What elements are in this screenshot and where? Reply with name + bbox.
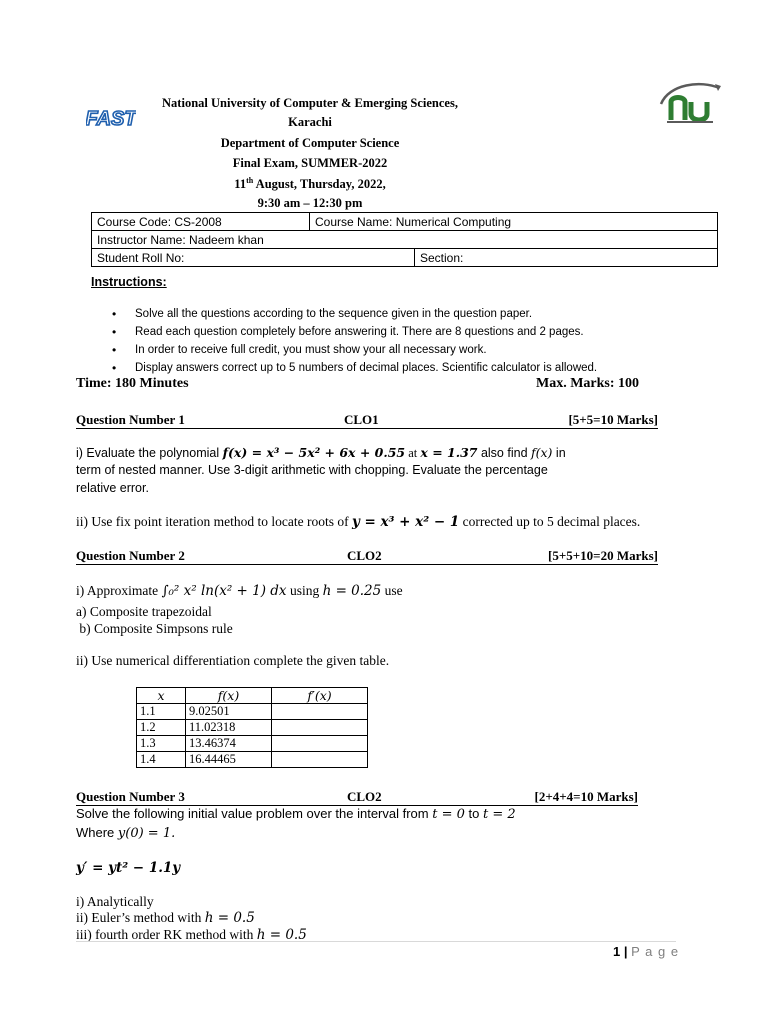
exam-name: Final Exam, SUMMER-2022 <box>232 156 388 170</box>
q2-part-i <box>76 583 403 599</box>
course-name: Course Name: Numerical Computing <box>310 213 718 231</box>
q1-part-i <box>76 445 566 461</box>
q2-part-ii: ii) Use numerical differentiation complete the given table. <box>76 653 390 668</box>
q3-part-i: i) Analytically <box>76 894 154 909</box>
exam-date-sup: th <box>246 176 254 185</box>
max-marks: Max. Marks: 100 <box>536 376 640 391</box>
table-header-row <box>137 688 368 704</box>
q3-ode: y′ = yt² − 1.1y <box>76 860 181 876</box>
instruction-item: • In order to receive full credit, you must show your all necessary work. <box>110 341 597 359</box>
university-name: National University of Computer & Emerging Sciences, <box>162 96 458 110</box>
q1-i-line2: term of nested manner. Use 3-digit arithmetic with chopping. Evaluate the percentage <box>76 463 548 477</box>
course-info-table <box>91 212 718 267</box>
q1-i-in: in <box>552 446 566 460</box>
q2-i-using: using <box>286 583 323 598</box>
course-code: Course Code: CS-2008 <box>92 213 310 231</box>
table-cell-fx: 11.02318 <box>186 720 272 736</box>
q3-iii-step: h = 0.5 <box>256 927 307 943</box>
instruction-item: • Solve all the questions according to the sequence given in the question paper. <box>110 305 597 323</box>
table-header-fpx: f′(x) <box>272 688 368 704</box>
q3-initial-condition: y(0) = 1. <box>117 826 176 841</box>
exam-date-day: 11 <box>234 177 247 192</box>
table-cell-x: 1.2 <box>137 720 186 736</box>
q1-title: Question Number 1 <box>76 412 185 427</box>
q3-title: Question Number 3 <box>76 789 185 804</box>
table-row <box>137 736 368 752</box>
instructor-name: Instructor Name: Nadeem khan <box>92 231 718 249</box>
fast-logo <box>86 104 136 132</box>
nu-logo <box>655 80 727 126</box>
table-cell-x: 1.1 <box>137 704 186 720</box>
q3-ii-step: h = 0.5 <box>204 910 255 926</box>
q1-i-prefix: i) Evaluate the polynomial <box>76 446 223 460</box>
q3-marks: [2+4+4=10 Marks] <box>534 789 638 804</box>
table-cell-fpx <box>272 720 368 736</box>
q1-ii-equation: y = x³ + x² − 1 <box>351 514 460 530</box>
table-cell-fpx <box>272 704 368 720</box>
q3-ii-prefix: ii) Euler’s method with <box>76 910 205 925</box>
fast-logo-graphic <box>86 104 136 132</box>
q2-step-size: h = 0.25 <box>322 583 382 599</box>
page-label: P a g e <box>631 944 680 959</box>
table-header-fx: f(x) <box>186 688 272 704</box>
table-cell-fx: 13.46374 <box>186 736 272 752</box>
page-footer <box>613 944 679 959</box>
q2-marks: [5+5+10=20 Marks] <box>548 548 658 563</box>
section: Section: <box>415 249 718 267</box>
q1-header <box>76 412 658 430</box>
q2-i-use: use <box>381 583 403 598</box>
exam-duration: Time: 180 Minutes <box>76 376 189 391</box>
table-header-x: x <box>137 688 186 704</box>
q2-integral: ∫₀² x² ln(x² + 1) dx <box>161 583 287 599</box>
q1-part-ii <box>76 514 640 530</box>
instructions-list <box>110 305 597 377</box>
q1-i-find: also find <box>477 446 531 460</box>
svg-text:FAST: FAST <box>86 108 136 130</box>
department-name: Department of Computer Science <box>220 136 400 150</box>
q2-option-a: a) Composite trapezoidal <box>76 604 212 619</box>
instruction-item: • Display answers correct up to 5 numbers of decimal places. Scientific calculator is allowed. <box>110 359 597 377</box>
page-separator: | <box>623 944 628 959</box>
q3-clo: CLO2 <box>347 789 382 804</box>
student-roll-no: Student Roll No: <box>92 249 415 267</box>
q1-x-value: x = 1.37 <box>420 445 478 460</box>
q1-clo: CLO1 <box>344 412 379 427</box>
table-cell-fpx <box>272 736 368 752</box>
nu-logo-graphic <box>655 80 727 126</box>
q3-iii-prefix: iii) fourth order RK method with <box>76 927 257 942</box>
q2-header <box>76 548 658 566</box>
exam-date <box>150 176 470 192</box>
table-cell-fpx <box>272 752 368 768</box>
table-cell-fx: 16.44465 <box>186 752 272 768</box>
q2-i-prefix: i) Approximate <box>76 583 162 598</box>
q2-option-b: b) Composite Simpsons rule <box>76 621 233 636</box>
table-cell-x: 1.4 <box>137 752 186 768</box>
table-row <box>137 752 368 768</box>
q3-line1-prefix: Solve the following initial value problem over the interval from <box>76 806 433 821</box>
q2-data-table <box>136 687 368 768</box>
university-city: Karachi <box>288 115 332 129</box>
q2-clo: CLO2 <box>347 548 382 563</box>
q3-line2 <box>76 825 175 841</box>
table-cell-x: 1.3 <box>137 736 186 752</box>
q3-to: to <box>464 806 483 821</box>
page-number: 1 <box>613 944 621 959</box>
q1-i-line3: relative error. <box>76 481 149 495</box>
exam-time: 9:30 am – 12:30 pm <box>257 196 363 210</box>
q3-part-ii <box>76 910 255 926</box>
q1-ii-suffix: corrected up to 5 decimal places. <box>459 514 641 529</box>
q1-ii-prefix: ii) Use fix point iteration method to locate roots of <box>76 514 352 529</box>
table-row <box>137 720 368 736</box>
q3-t2: t = 2 <box>482 807 516 822</box>
table-cell-fx: 9.02501 <box>186 704 272 720</box>
q1-i-at: at <box>405 446 421 460</box>
q1-fx: f(x) <box>531 445 553 460</box>
q3-where: Where <box>76 825 118 840</box>
instruction-item: • Read each question completely before answering it. There are 8 questions and 2 pages. <box>110 323 597 341</box>
q3-header <box>76 789 638 807</box>
q2-title: Question Number 2 <box>76 548 185 563</box>
q3-t0: t = 0 <box>432 807 465 822</box>
q3-line1 <box>76 806 516 822</box>
q1-polynomial: f(x) = x³ − 5x² + 6x + 0.55 <box>222 445 406 460</box>
table-row <box>137 704 368 720</box>
instructions-title: Instructions: <box>91 275 167 289</box>
q1-marks: [5+5=10 Marks] <box>568 412 658 427</box>
footer-divider <box>76 941 676 942</box>
exam-date-rest: August, Thursday, 2022, <box>253 177 386 192</box>
